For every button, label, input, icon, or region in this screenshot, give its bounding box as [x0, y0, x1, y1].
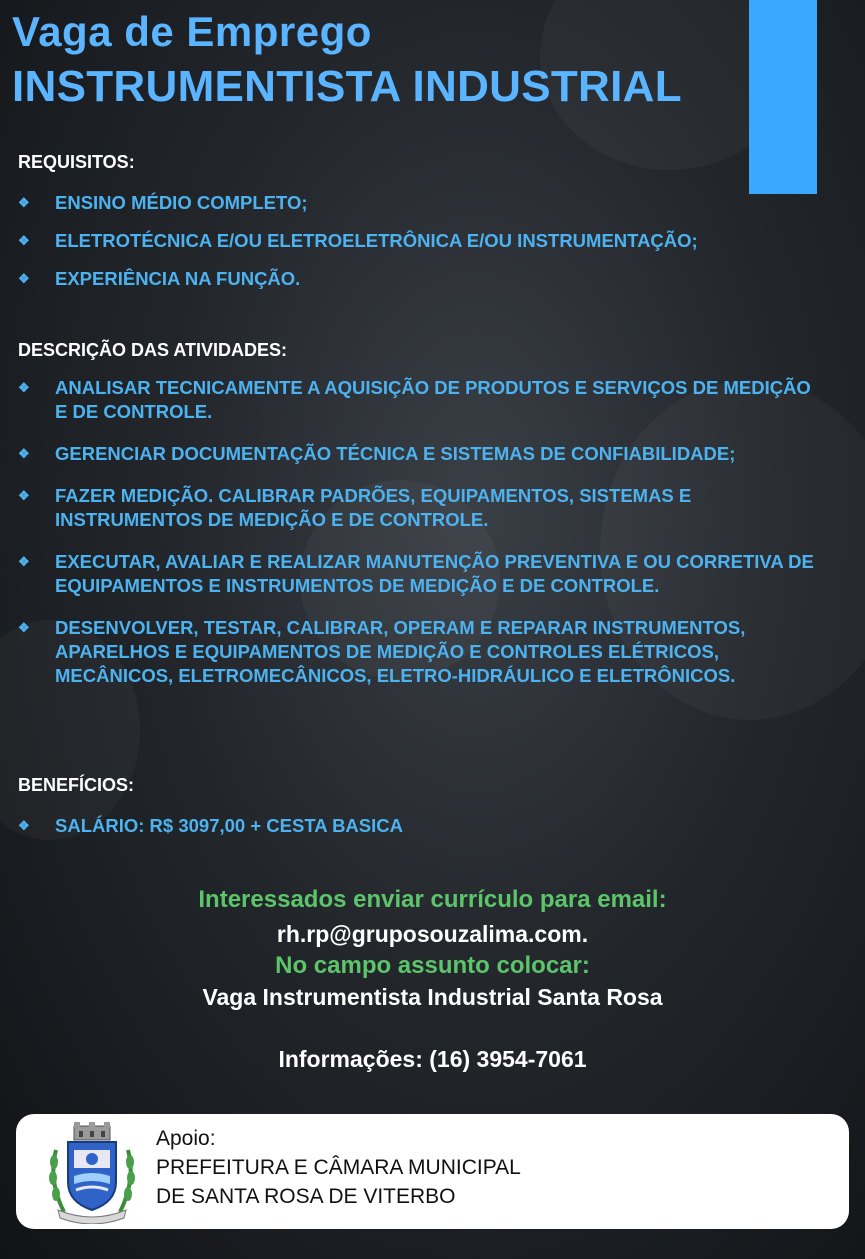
diamond-bullet-icon: ❖: [18, 620, 30, 635]
page-title: Vaga de Emprego: [12, 8, 372, 55]
send-cv-label: Interessados enviar currículo para email:: [198, 886, 667, 913]
list-item: ❖ SALÁRIO: R$ 3097,00 + CESTA BASICA: [18, 815, 403, 836]
diamond-bullet-icon: ❖: [18, 446, 30, 461]
list-item: ❖ EXECUTAR, AVALIAR E REALIZAR MANUTENÇÃO PREVENTIVA E OU CORRETIVA DE EQUIPAMENTOS E INSTRUMENTOS DE MEDIÇÃO E DE CONTROLE.: [18, 551, 814, 596]
support-box: [16, 1114, 849, 1229]
diamond-bullet-icon: ❖: [18, 195, 30, 210]
diamond-bullet-icon: ❖: [18, 271, 30, 286]
diamond-bullet-icon: ❖: [18, 380, 30, 395]
list-item: ❖ ELETROTÉCNICA E/OU ELETROELETRÔNICA E/OU INSTRUMENTAÇÃO;: [18, 230, 698, 251]
subject-value: Vaga Instrumentista Industrial Santa Rosa: [202, 984, 663, 1010]
info-phone: Informações: (16) 3954-7061: [278, 1046, 587, 1072]
contact-email[interactable]: rh.rp@gruposouzalima.com.: [276, 921, 589, 947]
subject-label: No campo assunto colocar:: [275, 952, 590, 979]
diamond-bullet-icon: ❖: [18, 233, 30, 248]
list-item: ❖ FAZER MEDIÇÃO. CALIBRAR PADRÕES, EQUIPAMENTOS, SISTEMAS E INSTRUMENTOS DE MEDIÇÃO E DE CONTROLE.: [18, 485, 692, 530]
list-item: ❖ DESENVOLVER, TESTAR, CALIBRAR, OPERAM E REPARAR INSTRUMENTOS, APARELHOS E EQUIPAMENTOS DE MEDIÇÃO E CONTROLES ELÉTRICOS, MECÂNICOS, ELETROMECÂNICOS, ELETRO-HIDRÁULICO E ELETRÔNICOS.: [18, 617, 746, 686]
job-title: INSTRUMENTISTA INDUSTRIAL: [12, 62, 682, 111]
support-line-2: DE SANTA ROSA DE VITERBO: [156, 1185, 456, 1208]
requirements-heading: REQUISITOS:: [18, 152, 135, 172]
list-item: ❖ EXPERIÊNCIA NA FUNÇÃO.: [18, 268, 301, 289]
benefits-list: [18, 814, 818, 838]
list-item: ❖ ENSINO MÉDIO COMPLETO;: [18, 192, 308, 213]
diamond-bullet-icon: ❖: [18, 554, 30, 569]
accent-bar: [749, 0, 817, 194]
requirements-list: [18, 191, 818, 291]
benefits-heading: BENEFÍCIOS:: [18, 775, 135, 795]
municipal-crest-icon: [46, 1120, 138, 1224]
activities-heading: DESCRIÇÃO DAS ATIVIDADES:: [18, 340, 288, 360]
list-item: ❖ ANALISAR TECNICAMENTE A AQUISIÇÃO DE PRODUTOS E SERVIÇOS DE MEDIÇÃO E DE CONTROLE.: [18, 377, 811, 422]
support-line-1: PREFEITURA E CÂMARA MUNICIPAL: [156, 1156, 521, 1179]
activities-list: [18, 376, 818, 688]
support-text: [156, 1124, 521, 1211]
support-label: Apoio:: [156, 1127, 216, 1150]
list-item: ❖ GERENCIAR DOCUMENTAÇÃO TÉCNICA E SISTEMAS DE CONFIABILIDADE;: [18, 443, 736, 464]
diamond-bullet-icon: ❖: [18, 818, 30, 833]
diamond-bullet-icon: ❖: [18, 488, 30, 503]
